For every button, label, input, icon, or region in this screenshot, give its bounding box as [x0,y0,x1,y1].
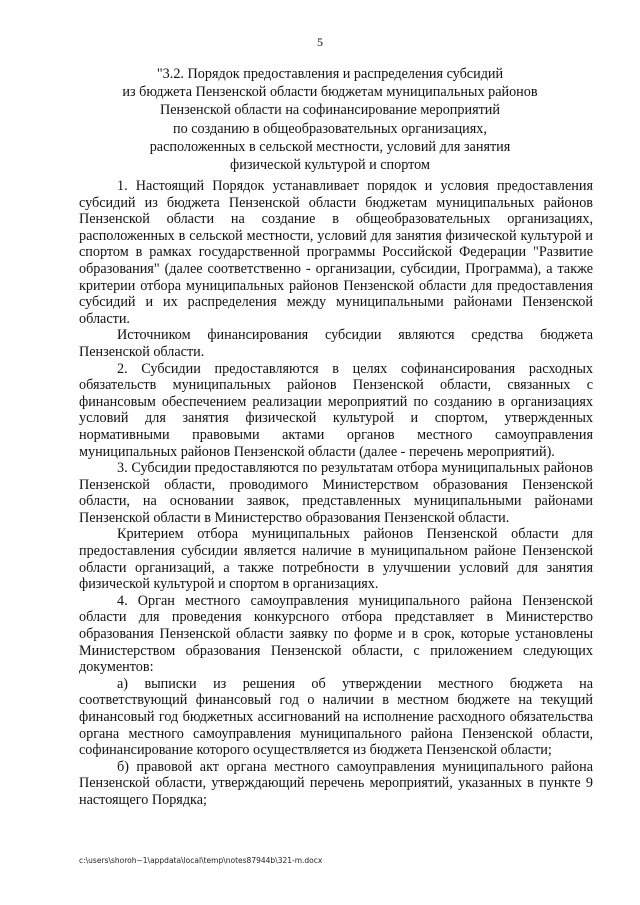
section-heading [75,65,585,174]
paragraph: 4. Орган местного самоуправления муниципального района Пензенской области для проведения конкурсного отбора представляет в Министерство образования Пензенской области заявку по форме и в срок, которые установлены Министерством образования Пензенской области, с приложением следующих документов: [79,592,593,676]
paragraph: 2. Субсидии предоставляются в целях софинансирования расходных обязательств муниципальных районов Пензенской области, связанных с финансовым обеспечением реализации мероприятий по созданию в организациях условий для занятия физической культурой и спортом, утвержденных нормативными правовыми актами органов местного самоуправления муниципальных районов Пензенской области (далее - перечень мероприятий). [79,360,593,460]
file-path-footer: c:\users\shoroh~1\appdata\local\temp\notes87944b\321-m.docx [79,856,323,865]
heading-line: Пензенской области на софинансирование мероприятий [160,102,500,119]
heading-line: "3.2. Порядок предоставления и распределения субсидий [156,66,504,82]
paragraph: 3. Субсидии предоставляются по результатам отбора муниципальных районов Пензенской области, проводимого Министерством образования Пензенской области, на основании заявок, представленных муниципальными районами Пензенской области в Министерство образования Пензенской области. [79,460,593,526]
paragraph: Источником финансирования субсидии являются средства бюджета Пензенской области. [79,327,593,360]
heading-line: по созданию в общеобразовательных организациях, [173,120,487,137]
paragraph: Критерием отбора муниципальных районов Пензенской области для предоставления субсидии является наличие в муниципальном районе Пензенской области организаций, а также потребности в улучшении условий для занятия физической культурой и спортом в организациях. [79,526,593,593]
paragraph: 1. Настоящий Порядок устанавливает порядок и условия предоставления субсидий из бюджета Пензенской области бюджетам муниципальных районов Пензенской области на создание в общеобразовательных организациях, расположенных в сельской местности, условий для занятия физической культурой и спортом в рамках государственной программы Российской Федерации "Развитие образования" (далее соответственно - организации, субсидии, Программа), а также критерии отбора муниципальных районов Пензенской области для предоставления субсидий и их распределения между муниципальными районами Пензенской области. [79,178,593,327]
heading-line: физической культурой и спортом [230,157,430,174]
document-body [79,178,593,809]
heading-line: из бюджета Пензенской области бюджетам муниципальных районов [122,84,538,101]
heading-line: расположенных в сельской местности, условий для занятия [149,138,511,155]
page-number: 5 [317,35,323,49]
paragraph: а) выписки из решения об утверждении местного бюджета на соответствующий финансовый год о наличии в местном бюджете на текущий финансовый год бюджетных ассигнований на исполнение расходного обязательства органа местного самоуправления муниципального района Пензенской области, софинансирование которого осуществляется из бюджета Пензенской области; [79,675,593,759]
paragraph: б) правовой акт органа местного самоуправления муниципального района Пензенской области, утверждающий перечень мероприятий, указанных в пункте 9 настоящего Порядка; [79,758,593,808]
